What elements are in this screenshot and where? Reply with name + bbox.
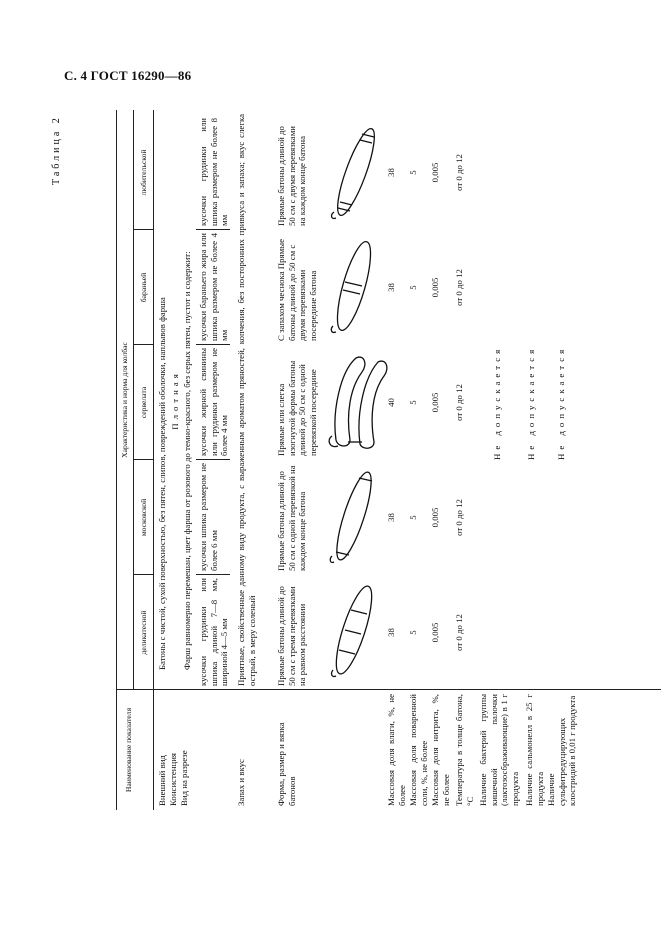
header-group: Характеристика и норма для колбас — [120, 342, 129, 458]
page-header: С. 4 ГОСТ 16290—86 — [64, 68, 192, 83]
salt-5: 5 — [408, 170, 418, 175]
moisture-3: 40 — [386, 398, 396, 407]
consistency-text: Плотная — [170, 370, 180, 430]
salmonella-not-allowed: Не допускается — [526, 345, 536, 460]
salt-1: 5 — [408, 630, 418, 635]
col-rule-6 — [196, 459, 230, 460]
appearance-text: Батоны с чистой, сухой поверхностью, без пятен, слипов, повреждений оболочки, наплывов фарша — [157, 297, 167, 670]
header-sausage-5: любительской — [139, 149, 148, 196]
nitrite-5: 0,005 — [430, 162, 440, 183]
table-2 — [51, 110, 656, 810]
shape-value-4: С запахом чеснока Прямые батоны длиной до 50 см с двумя перевязками посередине батона — [276, 239, 318, 341]
nitrite-3: 0,005 — [430, 392, 440, 413]
shape-value-5: Прямые батоны длиной до 50 см с двумя перевязками на каждом конце батона — [276, 126, 308, 226]
row-salt: Массовая доля поваренной соли, %, не более — [408, 694, 429, 806]
sausage-illustration-3 — [316, 352, 394, 452]
col-rule-7 — [196, 344, 230, 345]
cut-value-1: кусочки грудинки или шпика длиной 7—8 мм, шириной 4—5 мм — [198, 578, 230, 686]
header-sausage-1: деликатесной — [139, 610, 148, 655]
sausage-illustration-5 — [326, 122, 386, 222]
row-clostridia: Наличие сульфитредуцирующих клостридий в 0,01 г продукта — [546, 695, 578, 806]
clostridia-not-allowed: Не допускается — [556, 345, 566, 460]
bacteria-not-allowed: Не допускается — [492, 345, 502, 460]
temperature-1: от 0 до 12 — [454, 614, 464, 651]
table-label: Таблица 2 — [51, 115, 62, 185]
smell-text: Приятные, свойственные данному виду продукта, с выраженным ароматом пряностей, копчения, без посторонних привкуса и запаха; вкус слегка острый, в меру соленый — [236, 114, 257, 686]
header-sub-rule — [133, 110, 134, 690]
temperature-5: от 0 до 12 — [454, 154, 464, 191]
cut-value-2: кусочки шпика размером не более 6 мм — [198, 463, 219, 571]
sausage-illustration-4 — [324, 236, 384, 336]
cut-value-5: кусочки грудинки или шпика размером не более 8 мм — [198, 118, 230, 226]
sausage-illustration-2 — [324, 466, 384, 566]
temperature-4: от 0 до 12 — [454, 269, 464, 306]
row-salmonella: Наличие сальмонелл в 25 г продукта — [524, 694, 545, 806]
salt-2: 5 — [408, 515, 418, 520]
moisture-2: 38 — [386, 513, 396, 522]
nitrite-1: 0,005 — [430, 622, 440, 643]
moisture-4: 38 — [386, 283, 396, 292]
moisture-1: 38 — [386, 628, 396, 637]
moisture-5: 38 — [386, 168, 396, 177]
header-sausage-3: сервелата — [139, 386, 148, 419]
row-consistency: Консистенция — [168, 753, 178, 806]
temperature-2: от 0 до 12 — [454, 499, 464, 536]
nitrite-4: 0,005 — [430, 277, 440, 298]
cut-value-4: кусочки бараньего жира или шпика размером не более 4 мм — [198, 233, 230, 341]
header-name-col: Наименование показателя — [124, 707, 133, 793]
row-appearance: Внешний вид — [157, 755, 167, 806]
header-sausage-2: московской — [139, 498, 148, 537]
header-bottom-rule — [153, 110, 154, 810]
salt-4: 5 — [408, 285, 418, 290]
row-moisture: Массовая доля влаги, %, не более — [386, 694, 407, 806]
temperature-3: от 0 до 12 — [454, 384, 464, 421]
row-nitrite: Массовая доля нитрита, %, не более — [430, 694, 451, 806]
row-shape: Форма, размер и вязка батонов — [276, 722, 297, 806]
cut-value-3: кусочки жирной свинины или грудинки размером не более 4 мм — [198, 348, 230, 456]
cut-text: Фарш равномерно перемешан, цвет фарша от розового до темно-красного, без серых пятен, пустот и содержит: — [182, 251, 192, 670]
row-cut: Вид на разрезе — [179, 750, 189, 806]
nitrite-2: 0,005 — [430, 507, 440, 528]
table-top-rule — [116, 110, 117, 810]
salt-3: 5 — [408, 400, 418, 405]
row-temperature: Температура в толще батона, °С — [454, 694, 475, 806]
shape-value-3: Прямые или слегка изогнутой формы батоны длиной до 50 см с одной перевязкой посередине — [276, 360, 318, 456]
sausage-illustration-1 — [324, 580, 384, 680]
shape-value-2: Прямые батоны длиной до 50 см с одной перевязкой на каждом конце батона — [276, 465, 308, 571]
row-smell: Запах и вкус — [236, 759, 246, 806]
shape-value-1: Прямые батоны длиной до 50 см с тремя перевязками на равном расстоянии — [276, 586, 308, 686]
col-rule-5 — [196, 574, 230, 575]
col-rule-8 — [196, 229, 230, 230]
row-bacteria: Наличие бактерий группы кишечной палочки (лактозосбраживающие) в 1 г продукта — [478, 694, 520, 806]
header-sausage-4: бараньей — [139, 272, 148, 303]
